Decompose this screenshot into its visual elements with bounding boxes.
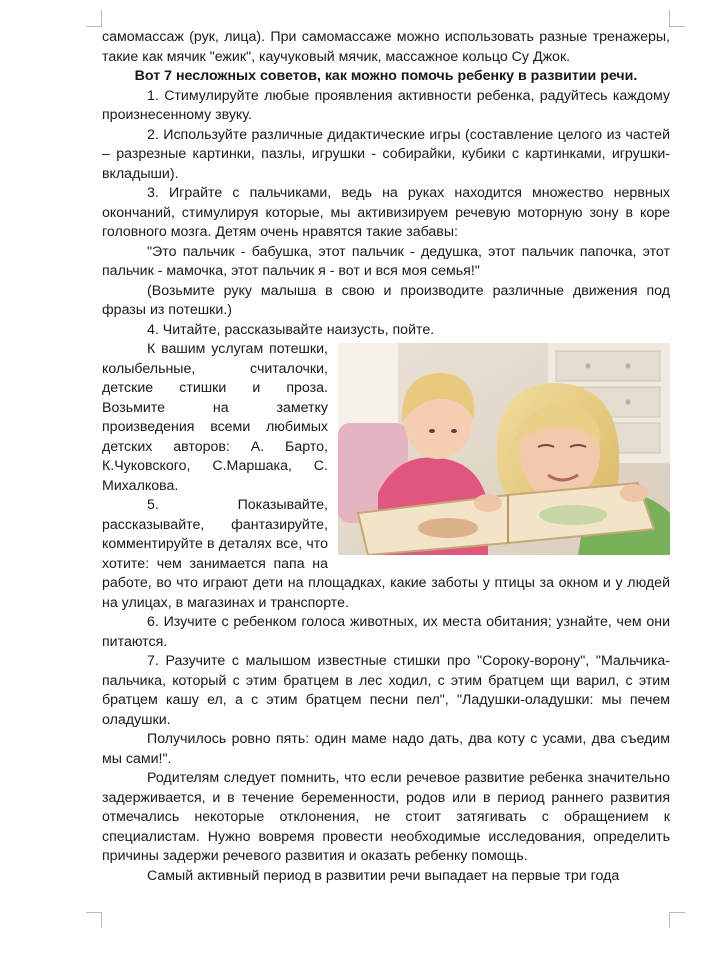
tip-2: 2. Используйте различные дидактические игры (составление целого из частей – разрезные картинки, пазлы, игрушки - собирайки, кубики с картинками, игрушки-вкладыши). — [102, 126, 670, 182]
crop-mark-bottom-right-horizontal — [669, 912, 685, 913]
tip-4: 4. Читайте, рассказывайте наизусть, пойте. — [147, 321, 435, 338]
tip-1: 1. Стимулируйте любые проявления активности ребенка, радуйтесь каждому произнесенному звуку. — [102, 87, 670, 123]
tip-7-rhyme-end: Получилось ровно пять: один маме надо дать, два коту с усами, два съедим мы сами!". — [102, 731, 670, 767]
paragraph-massage: самомассаж (рук, лица). При самомассаже можно использовать разные тренажеры, такие как мячик "ежик", каучуковый мячик, массажное кольцо Су Джок. — [102, 29, 670, 65]
parents-advice: Родителям следует помнить, что если речевое развитие ребенка значительно задерживается, и в течение беременности, родов или в период раннего развития отмечались некоторые отклонения, не стоит затягивать с обращением к специалистам. Нужно вовремя провести необходимые исследования, определить причины задержи речевого развития и оказать ребенку помощь. — [102, 770, 670, 864]
crop-mark-top-left-vertical — [101, 10, 102, 26]
active-period: Самый активный период в развитии речи выпадает на первые три года — [147, 867, 620, 884]
crop-mark-top-right-horizontal — [669, 26, 685, 27]
tip-5: 5. Показывайте, рассказывайте, фантазируйте, комментируйте в деталях все, что хотите: чем занимается папа на работе, во что играют дети на площадках, какие заботы у птицы за окном и у людей на улицах, в магазинах и транспорте. — [102, 497, 670, 611]
crop-mark-bottom-left-horizontal — [86, 912, 102, 913]
crop-mark-top-right-vertical — [669, 10, 670, 26]
document-page — [102, 28, 670, 886]
crop-mark-top-left-horizontal — [86, 26, 102, 27]
tip-6: 6. Изучите с ребенком голоса животных, их места обитания; узнайте, чем они питаются. — [102, 614, 670, 650]
photo-mother-reading-to-child — [338, 343, 670, 555]
tip-4-details: К вашим услугам потешки, колыбельные, считалочки, детские стишки и проза. Возьмите на заметку произведения всеми любимых детских авторов: А. Барто, К.Чуковского, С.Маршака, С. Михалкова. — [102, 341, 328, 494]
crop-mark-bottom-left-vertical — [101, 912, 102, 928]
tips-heading: Вот 7 несложных советов, как можно помочь ребенку в развитии речи. — [134, 68, 638, 84]
tip-3: 3. Играйте с пальчиками, ведь на руках находится множество нервных окончаний, стимулируя которые, мы активизируем речевую моторную зону в коре головного мозга. Детям очень нравятся такие забавы: — [102, 185, 670, 240]
tip-7: 7. Разучите с малышом известные стишки про "Сороку-ворону", "Мальчика-пальчика, который с этим братцем в лес ходил, с этим братцем щи варил, с этим братцем кашу ел, а с этим братцем песни пел", "Ладушки-оладушки: мы печем оладушки. — [102, 653, 670, 728]
finger-rhyme: "Это пальчик - бабушка, этот пальчик - дедушка, этот пальчик папочка, этот пальчик - мамочка, этот пальчик я - вот и вся моя семья!" — [102, 243, 670, 279]
finger-rhyme-note: (Возьмите руку малыша в свою и производите различные движения под фразы из потешки.) — [102, 282, 670, 318]
crop-mark-bottom-right-vertical — [669, 912, 670, 928]
